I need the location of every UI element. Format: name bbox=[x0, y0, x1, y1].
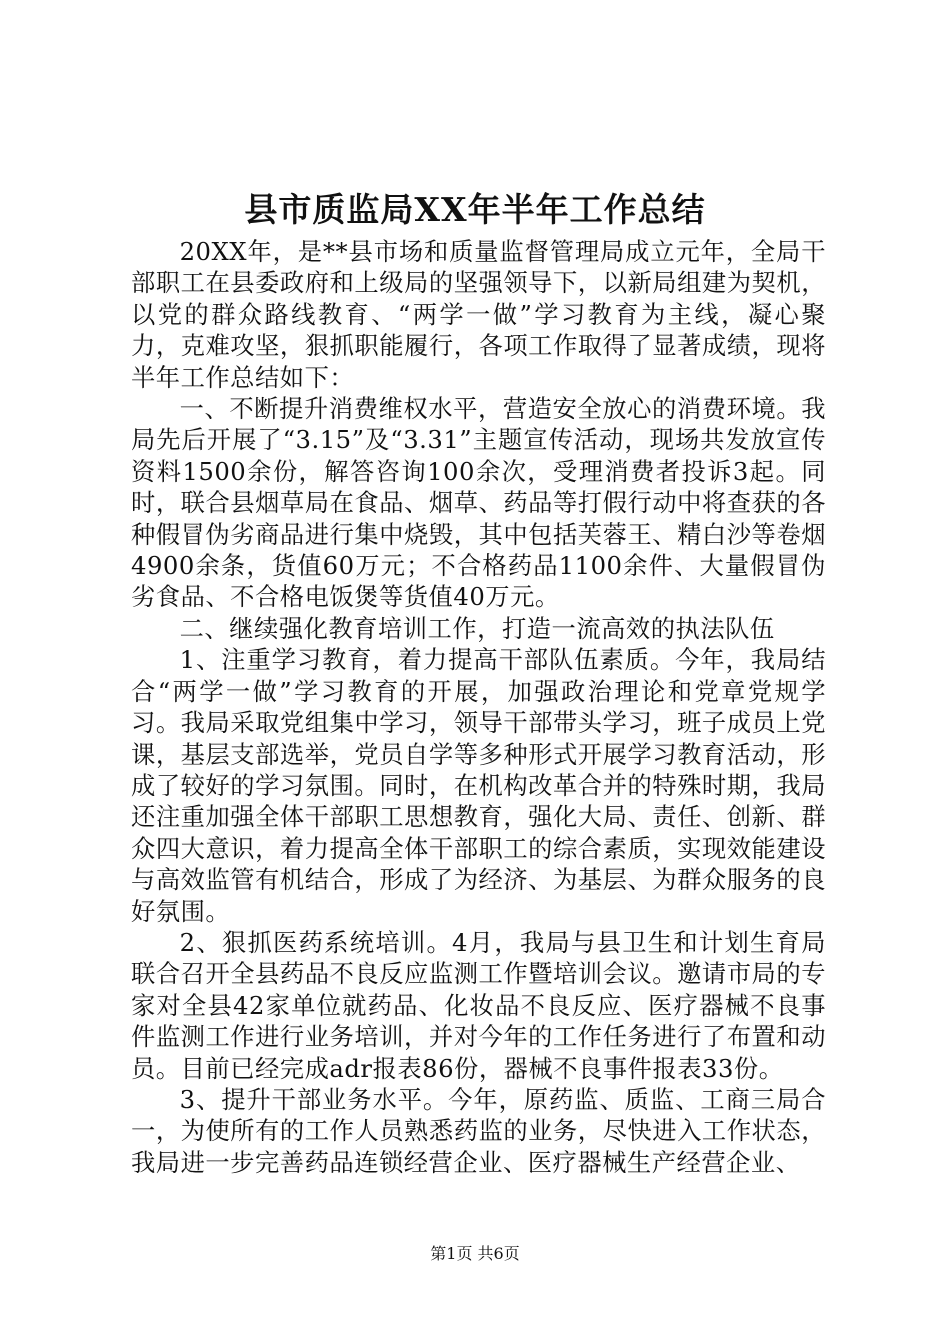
paragraph-item-1: 1、注重学习教育，着力提高干部队伍素质。今年，我局结合“两学一做”学习教育的开展，加强政治理论和党章党规学习。我局采取党组集中学习，领导干部带头学习，班子成员上党课，基层支部选举，党员自学等多种形式开展学习教育活动，形成了较好的学习氛围。同时，在机构改革合并的特殊时期，我局还注重加强全体干部职工思想教育，强化大局、责任、创新、群众四大意识，着力提高全体干部职工的综合素质，实现效能建设与高效监管有机结合，形成了为经济、为基层、为群众服务的良好氛围。 bbox=[131, 645, 826, 926]
document-title: 县市质监局XX年半年工作总结 bbox=[244, 190, 706, 229]
paragraph-item-2: 2、狠抓医药系统培训。4月，我局与县卫生和计划生育局联合召开全县药品不良反应监测工作暨培训会议。邀请市局的专家对全县42家单位就药品、化妆品不良反应、医疗器械不良事件监测工作进行业务培训，并对今年的工作任务进行了布置和动员。目前已经完成adr报表86份，器械不良事件报表33份。 bbox=[131, 927, 826, 1083]
paragraph-intro: 20XX年，是**县市场和质量监督管理局成立元年，全局干部职工在县委政府和上级局的坚强领导下，以新局组建为契机，以党的群众路线教育、“两学一做”学习教育为主线，凝心聚力，克难攻坚，狠抓职能履行，各项工作取得了显著成绩，现将半年工作总结如下： bbox=[131, 237, 826, 392]
paragraph-section-1: 一、不断提升消费维权水平，营造安全放心的消费环境。我局先后开展了“3.15”及“3.31”主题宣传活动，现场共发放宣传资料1500余份，解答咨询100余次，受理消费者投诉3起。同时，联合县烟草局在食品、烟草、药品等打假行动中将查获的各种假冒伪劣商品进行集中烧毁，其中包括芙蓉王、精白沙等卷烟4900余条，货值60万元；不合格药品1100余件、大量假冒伪劣食品、不合格电饭煲等货值40万元。 bbox=[131, 394, 826, 612]
paragraph-section-2-heading: 二、继续强化教育培训工作，打造一流高效的执法队伍 bbox=[179, 613, 775, 643]
page-number-footer: 第1页 共6页 bbox=[430, 1244, 520, 1263]
paragraph-item-3: 3、提升干部业务水平。今年，原药监、质监、工商三局合一，为使所有的工作人员熟悉药监的业务，尽快进入工作状态，我局进一步完善药品连锁经营企业、医疗器械生产经营企业、 bbox=[131, 1084, 826, 1177]
document-body bbox=[131, 236, 826, 1178]
